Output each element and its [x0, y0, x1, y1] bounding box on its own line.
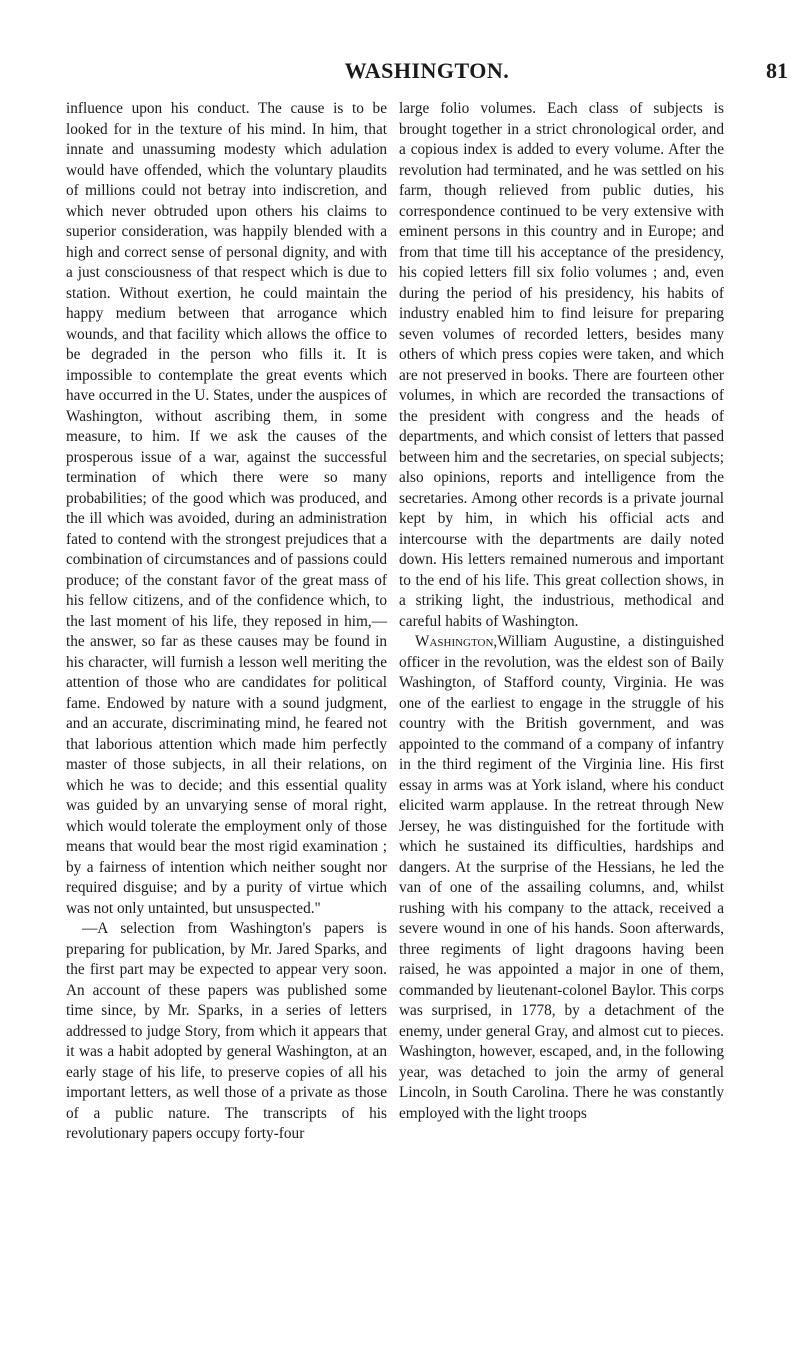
entry-headword: Washington,	[415, 633, 498, 650]
paragraph: large folio volumes. Each class of subjects is brought together in a strict chronological order, and a copious index is added to every volume. After the revolution had terminated, and he was settled on his farm, though relieved from public duties, his correspondence continued to be very extensive with eminent persons in this country and in Europe; and from that time till his acceptance of the presidency, his copied letters fill six folio volumes ; and, even during the period of his presidency, his habits of industry enabled him to find leisure for preparing seven volumes of recorded letters, besides many others of which press copies were taken, and which are not preserved in books. There are fourteen other volumes, in which are recorded the transactions of the president with congress and the heads of departments, and which consist of letters that passed between him and the secretaries, on special subjects; also opinions, reports and intelligence from the secretaries. Among other records is a private journal kept by him, in which his official acts and intercourse with the departments are daily noted down. His letters remained numerous and important to the end of his life. This great collection shows, in a striking light, the industrious, methodical and careful habits of Washington.	[399, 100, 724, 630]
left-column	[66, 99, 387, 1145]
page-header	[66, 58, 788, 86]
right-column	[399, 99, 724, 1124]
running-head: WASHINGTON.	[344, 58, 510, 83]
paragraph: influence upon his conduct. The cause is to be looked for in the texture of his mind. In him, that innate and unassuming modesty which adulation would have offended, which the voluntary plaudits of millions could not betray into indiscretion, and which never obtruded upon others his claims to superior consideration, was happily blended with a high and correct sense of personal dignity, and with a just consciousness of that respect which is due to station. Without exertion, he could maintain the happy medium between that arrogance which wounds, and that facility which allows the office to be degraded in the person who fills it. It is impossible to contemplate the great events which have occurred in the U. States, under the auspices of Washington, without ascribing them, in some measure, to him. If we ask the causes of the prosperous issue of a war, against the successful termination of which there were so many probabilities; of the good which was produced, and the ill which was avoided, during an administration fated to contend with the strongest prejudices that a combination of circumstances and of passions could produce; of the constant favor of the great mass of his fellow citizens, and of the confidence which, to the last moment of his life, they reposed in him,—the answer, so far as these causes may be found in his character, will furnish a lesson well meriting the attention of those who are candidates for political fame. Endowed by nature with a sound judgment, and an accurate, discriminating mind, he feared not that laborious attention which made him perfectly master of those subjects, in all their relations, on which he was to decide; and this essential quality was guided by an unvarying sense of moral right, which would tolerate the employment only of those means that would bear the most rigid examination ; by a fairness of intention which neither sought nor required disguise; and by a purity of virtue which was not only untainted, but unsuspected."	[66, 100, 387, 917]
entry-paragraph	[399, 632, 724, 1124]
paragraph: —A selection from Washington's papers is preparing for publication, by Mr. Jared Sparks, and the first part may be expected to appear very soon. An account of these papers was published some time since, by Mr. Sparks, in a series of letters addressed to judge Story, from which it appears that it was a habit adopted by general Washington, at an early stage of his life, to preserve copies of all his important letters, as well those of a private as those of a public nature. The transcripts of his revolutionary papers occupy forty-four	[66, 920, 387, 1142]
page-number: 81	[766, 58, 788, 83]
entry-body: William Augustine, a distinguished officer in the revolution, was the eldest son of Baily Washington, of Stafford county, Virginia. He was one of the earliest to engage in the struggle of his country with the British government, and was appointed to the command of a company of infantry in the third regiment of the Virginia line. His first essay in arms was at York island, where his conduct elicited warm applause. In the retreat through New Jersey, he was distinguished for the fortitude with which he sustained its difficulties, hardships and dangers. At the surprise of the Hessians, he led the van of one of the assailing columns, and, whilst rushing with his company to the attack, received a severe wound in one of his hands. Soon afterwards, three regiments of light dragoons having been raised, he was appointed a major in one of them, commanded by lieutenant-colonel Baylor. This corps was surprised, in 1778, by a detachment of the enemy, under general Gray, and almost cut to pieces. Washington, however, escaped, and, in the following year, was detached to join the army of general Lincoln, in South Carolina. There he was constantly employed with the light troops	[399, 633, 724, 1122]
